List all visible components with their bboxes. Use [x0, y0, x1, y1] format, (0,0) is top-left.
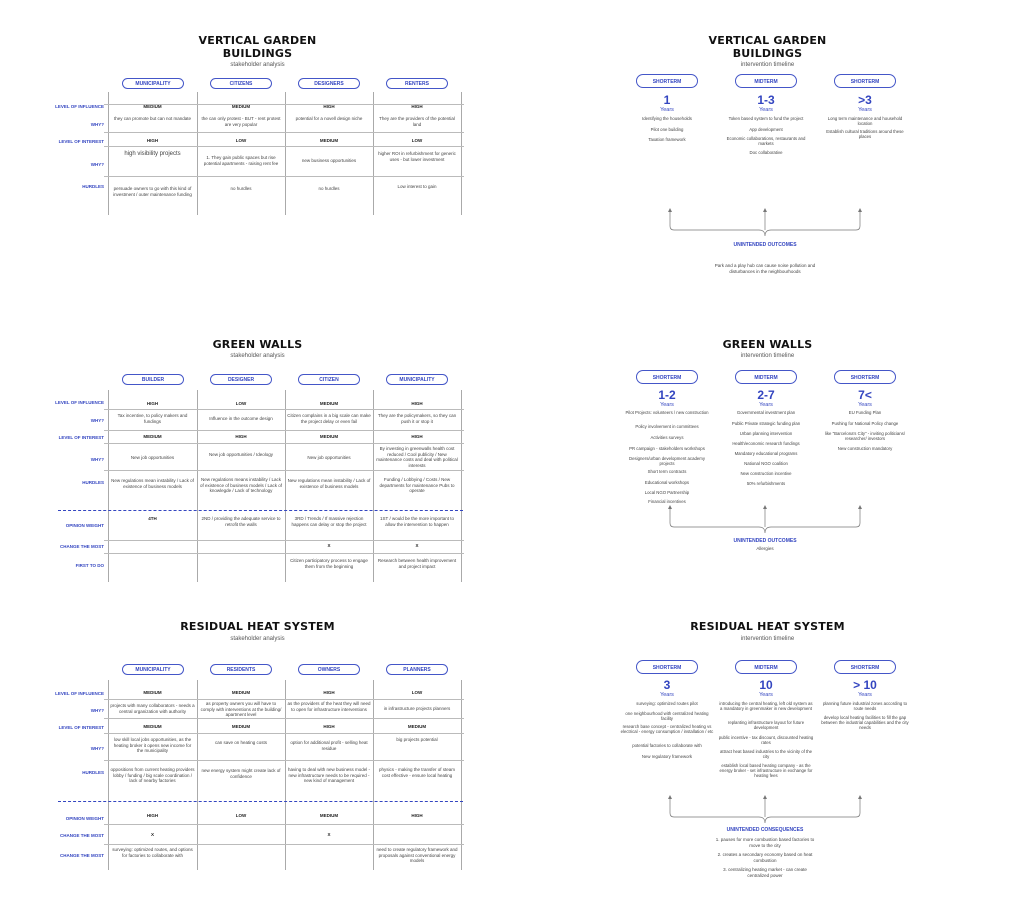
gw-tl-item: EU Funding Plan: [848, 410, 882, 415]
vgb-outcome-title: UNINTENDED OUTCOMES: [733, 242, 797, 248]
rhs-tl-item: research base concept - centralized heating vs electrical - energy consumption / installation / etc: [620, 724, 714, 735]
rhs-outcome-title: UNINTENDED CONSEQUENCES: [726, 827, 804, 833]
vgb-phase-3: SHORTERM: [834, 74, 896, 88]
gw-cell: New job opportunities: [130, 455, 175, 460]
gw-tl-item: Activities surveys: [650, 435, 684, 440]
gw-stake-title: GREEN WALLS: [212, 338, 303, 351]
gw-tl-item: Local NGO Partnership: [644, 490, 690, 495]
rhs-tl-item: potential factories to collaborate with: [632, 743, 702, 748]
rhs-cell: oppositions from current heating providers lobby / funding / big scale coordination / lack of nearby factories: [110, 767, 195, 783]
vgb-cell: they can promote but can not mandate: [113, 116, 192, 121]
rhs-cell: option for additional profit - selling heat residue: [290, 740, 368, 751]
gw-cell: HIGH: [146, 401, 159, 406]
gw-cell: 1ST / would be the more important to allow the intervention to happen: [380, 516, 454, 527]
gw-cell: MEDIUM: [319, 434, 339, 439]
gw-cell: Tax incentive, to policy makers and fundings: [117, 413, 188, 424]
gw-cell: LOW: [235, 401, 247, 406]
gw-tl-item: Policy involvement in committees: [635, 424, 699, 429]
gw-cell: Citizen complains in a big scale can make the project delay or even fail: [287, 413, 371, 424]
vgb-cell: no hurdles: [230, 186, 252, 191]
gw-row-change-most: CHANGE THE MOST: [59, 544, 104, 549]
rhs-cell: in infrastructure projects planners: [383, 706, 451, 711]
gw-tl-item: Short term contracts: [647, 469, 687, 474]
gw-stake-subtitle: stakeholder analysis: [230, 353, 285, 359]
vgb-cell: HIGH: [323, 104, 335, 109]
rhs-outcome-text-2: 2. creates a secondary economy based on heat combustion: [717, 852, 813, 863]
rhs-cell: need to create regulatory framework and proposals against conventional energy models: [376, 847, 458, 863]
rhs-phase-3: SHORTERM: [834, 660, 896, 674]
gw-phase-1: SHORTERM: [636, 370, 698, 384]
vgb-stake-subtitle: stakeholder analysis: [230, 62, 285, 68]
rhs-cell: LOW: [411, 690, 423, 695]
gw-row-why-2: WHY?: [90, 457, 104, 462]
vgb-tl-item: Pilot one building: [650, 127, 684, 132]
gw-row-hurdles: HURDLES: [82, 480, 104, 485]
gw-phase-3-num: 7<: [858, 388, 872, 402]
vgb-phase-1-years: Years: [660, 107, 674, 113]
rhs-stake-subtitle: stakeholder analysis: [230, 636, 285, 642]
vgb-cell: high visibility projects: [124, 151, 181, 157]
rhs-cell: big projects potential: [396, 737, 438, 742]
vgb-cell: 1. They gain public spaces but rise potential apartments - raising rent fee: [203, 155, 279, 166]
rhs-row-why-1: WHY?: [90, 708, 104, 713]
gw-tl-item: Health/economic research fundings: [732, 441, 800, 446]
rhs-cell: low skill local jobs opportunities, as the heating broker it opens new income for the municipality: [113, 737, 192, 753]
gw-tl-item: New construction mandatory: [837, 446, 893, 451]
rhs-outcome-text-1: 1. pauses for more combustion based factories to move to the city: [715, 837, 815, 848]
gw-cell: Funding / Lobbying / Costs / New departments for maintenance Pubs to operate: [379, 477, 455, 493]
rhs-row-influence: LEVEL OF INFLUENCE: [55, 691, 104, 696]
rhs-cell: HIGH: [411, 813, 423, 818]
vgb-phase-1-num: 1: [663, 93, 671, 107]
rhs-outcome-text-3: 3. centralizing heating market - can create centralized power: [723, 867, 807, 878]
rhs-cell: as the providers of the heat they will need to open for infrastructure interventions: [287, 701, 371, 712]
gw-tl-item: Governmental investment plan: [736, 410, 796, 415]
vgb-phase-2-num: 1-3: [757, 93, 775, 107]
vgb-outcome-text-2: disturbances in the neighbourhoods: [729, 269, 801, 274]
vgb-phase-1: SHORTERM: [636, 74, 698, 88]
rhs-cell: MEDIUM: [231, 724, 251, 729]
vgb-tl-item: Identifying the households: [642, 116, 692, 121]
rhs-tl-item: introducing the central heating, left old system as a mandatory in greenmaker in new development: [719, 701, 813, 712]
gw-tl-subtitle: intervention timeline: [740, 353, 795, 359]
vgb-cell: the can only protest - BUT - rent protest are very popular: [201, 116, 281, 127]
vgb-stake-title: VERTICAL GARDEN BUILDINGS: [198, 34, 317, 60]
gw-phase-2-num: 2-7: [757, 388, 775, 402]
gw-cell: New job opportunities: [307, 455, 351, 460]
rhs-phase-1-years: Years: [660, 692, 674, 698]
vgb-row-why-1: WHY?: [90, 122, 104, 127]
rhs-phase-1-num: 3: [663, 678, 671, 692]
gw-cell: New regulations mean instability / Lack of existence of business models: [287, 478, 371, 489]
vgb-tl-item: Long term maintenance and household location: [827, 116, 903, 127]
gw-row-influence: LEVEL OF INFLUENCE: [55, 400, 104, 405]
rhs-tl-title: RESIDUAL HEAT SYSTEM: [690, 620, 845, 633]
vgb-col-municipality: MUNICIPALITY: [122, 78, 184, 89]
gw-cell: HIGH: [411, 434, 423, 439]
rhs-cell: HIGH: [146, 813, 159, 818]
rhs-row-hurdles: HURDLES: [82, 770, 104, 775]
gw-tl-item: like "Barcelona's City" - inviting politicians/ researcher/ investors: [824, 431, 906, 442]
vgb-tl-subtitle: intervention timeline: [740, 62, 795, 68]
gw-tl-item: Financial incentives: [648, 499, 686, 504]
gw-cell: 3RD / Trends / If massive rejection happens can delay or stop the project: [291, 516, 367, 527]
vgb-cell: MEDIUM: [143, 104, 162, 109]
gw-tl-item: Public Private strategic funding plan: [731, 421, 801, 426]
rhs-cell: LOW: [235, 813, 247, 818]
gw-phase-1-years: Years: [660, 402, 674, 408]
gw-tl-item: 50% refurbishments: [746, 481, 786, 486]
vgb-cell: LOW: [411, 138, 423, 143]
gw-cell: X: [415, 543, 419, 548]
rhs-cell: X: [150, 832, 154, 837]
rhs-tl-subtitle: intervention timeline: [740, 636, 795, 642]
rhs-tl-item: surveying: optimized routes pilot: [636, 701, 698, 706]
gw-row-opinion-weight: OPINION WEIGHT: [65, 523, 104, 528]
rhs-tl-item: establish local based heating company - as the energy broker - set infrastructure in exchange for heating fees: [719, 763, 813, 779]
rhs-outcome-brace: [660, 795, 870, 825]
rhs-cell: MEDIUM: [143, 690, 162, 695]
vgb-phase-3-years: Years: [858, 107, 872, 113]
rhs-phase-3-years: Years: [858, 692, 872, 698]
rhs-phase-2-years: Years: [759, 692, 773, 698]
vgb-col-renters: RENTERS: [386, 78, 448, 89]
rhs-cell: new energy system might create lack of confidence: [201, 768, 281, 779]
gw-cell: X: [327, 543, 331, 548]
vgb-cell: MEDIUM: [231, 104, 251, 109]
rhs-cell: HIGH: [323, 724, 335, 729]
gw-cell: HIGH: [411, 401, 423, 406]
gw-phase-2-years: Years: [759, 402, 773, 408]
vgb-row-influence: LEVEL OF INFLUENCE: [55, 104, 104, 109]
rhs-col-municipality: MUNICIPALITY: [122, 664, 184, 675]
rhs-cell: as property owners you will have to comply with interventions at the building/ apartment level: [200, 701, 282, 717]
rhs-col-planners: PLANNERS: [386, 664, 448, 675]
gw-row-interest: LEVEL OF INTEREST: [58, 435, 104, 440]
rhs-phase-2-num: 10: [759, 678, 773, 692]
gw-cell: 2ND / providing the adequate service to retrofit the walls: [201, 516, 281, 527]
gw-tl-item: National NGO coalition: [744, 461, 788, 466]
gw-outcome-title: UNINTENDED OUTCOMES: [733, 538, 797, 544]
rhs-tl-item: one neighbourhood with centralized heating facility: [625, 711, 709, 722]
gw-tl-item: Urban planning intervention: [739, 431, 793, 436]
rhs-row-interest: LEVEL OF INTEREST: [58, 725, 104, 730]
vgb-cell: potential for a novell design niche: [295, 116, 363, 121]
vgb-outcome-brace: [660, 208, 870, 238]
vgb-row-hurdles: HURDLES: [82, 184, 104, 189]
rhs-phase-2: MIDTERM: [735, 660, 797, 674]
gw-tl-item: Mandatory educational programs: [734, 451, 798, 456]
rhs-tl-item: develop local heating facilities to fill the gap between the industrial capabilities and the city needs: [821, 715, 909, 731]
rhs-row-why-2: WHY?: [90, 746, 104, 751]
rhs-col-residents: RESIDENTS: [210, 664, 272, 675]
rhs-tl-item: public incentive - tax discount, discounted heating rates: [718, 735, 814, 746]
vgb-cell: new business opportunities: [301, 158, 357, 163]
vgb-cell: higher ROI in refurbishment for generic uses - but lower investment: [378, 151, 456, 162]
rhs-phase-1: SHORTERM: [636, 660, 698, 674]
gw-row-why-1: WHY?: [90, 418, 104, 423]
gw-tl-title: GREEN WALLS: [722, 338, 813, 351]
gw-cell: 4TH: [148, 516, 157, 521]
gw-tl-item: Educational workshops: [644, 480, 690, 485]
gw-cell: New regulations mean instability / Lack of existence of business models: [111, 478, 194, 489]
gw-outcome-brace: [660, 505, 870, 535]
vgb-cell: They are the providers of the potential land: [379, 116, 455, 127]
vgb-phase-2: MIDTERM: [735, 74, 797, 88]
vgb-tl-item: Taxation framework: [648, 137, 686, 142]
rhs-cell: projects with many collaborators - needs a central organization with authority: [110, 703, 195, 714]
vgb-col-designers: DESIGNERS: [298, 78, 360, 89]
rhs-tl-item: attract heat based industries to the vicinity of the city: [720, 749, 812, 760]
rhs-tl-item: replanting infrastructure layout for future development: [727, 720, 805, 731]
rhs-cell: X: [327, 832, 331, 837]
rhs-cell: MEDIUM: [143, 724, 162, 729]
vgb-tl-title: VERTICAL GARDEN BUILDINGS: [708, 34, 827, 60]
rhs-cell: HIGH: [323, 690, 335, 695]
rhs-cell: MEDIUM: [319, 813, 339, 818]
gw-cell: Research between health improvement and project impact: [377, 558, 457, 569]
gw-outcome-text: Allergies: [756, 546, 774, 551]
gw-tl-item: Designers/urban development academy projects: [629, 456, 705, 467]
gw-cell: Citizen participatory process to engage them from the beginning: [290, 558, 368, 569]
gw-cell: New regulations means instability / Lack of existence of business models / Lack of knowlegde / Lack of technology: [199, 477, 283, 493]
gw-cell: Influence in the outcome design: [209, 416, 273, 421]
gw-phase-3-years: Years: [858, 402, 872, 408]
gw-tl-item: Pilot Projects: volunteers / new construction: [625, 410, 709, 415]
gw-tl-item: Pushing for National Policy change: [831, 421, 899, 426]
rhs-cell: can save on heating costs: [214, 740, 268, 745]
gw-tl-item: PR campaign - stakeholders workshops: [629, 446, 705, 451]
rhs-cell: physics - making the transfer of steam cost effective - ensure local heating: [378, 767, 456, 778]
gw-cell: HIGH: [235, 434, 247, 439]
gw-tl-item: New construction incentive: [740, 471, 792, 476]
vgb-row-interest: LEVEL OF INTEREST: [58, 139, 104, 144]
vgb-cell: MEDIUM: [319, 138, 339, 143]
rhs-cell: MEDIUM: [231, 690, 251, 695]
vgb-tl-item: Token based system to fund the project: [728, 116, 804, 121]
gw-col-builder: BUILDER: [122, 374, 184, 385]
vgb-cell: LOW: [235, 138, 247, 143]
rhs-col-owners: OWNERS: [298, 664, 360, 675]
gw-cell: By investing in greenwalls health cost reduced / Cool publicity / New maintenance costs and deal with political interests: [376, 446, 458, 468]
rhs-row-opinion-weight: OPINION WEIGHT: [65, 816, 104, 821]
rhs-phase-3-num: > 10: [853, 678, 877, 692]
vgb-cell: HIGH: [411, 104, 423, 109]
gw-col-citizen: CITIZEN: [298, 374, 360, 385]
gw-cell: They are the policymakers, so they can push it or stop it: [377, 413, 457, 424]
vgb-tl-item: Establish cultural traditions around these places: [826, 129, 904, 140]
gw-phase-3: SHORTERM: [834, 370, 896, 384]
vgb-cell: HIGH: [146, 138, 159, 143]
gw-row-first-to-do: FIRST TO DO: [75, 563, 104, 568]
vgb-phase-3-num: >3: [858, 93, 872, 107]
rhs-cell: MEDIUM: [407, 724, 427, 729]
rhs-cell: surveying: optimized routes, and options for factories to collaborate with: [112, 847, 193, 858]
rhs-tl-item: planning future industrial zones according to route needs: [822, 701, 908, 712]
vgb-outcome-text-1: Park and a play hub can cause noise pollution and: [714, 263, 816, 268]
vgb-phase-2-years: Years: [759, 107, 773, 113]
rhs-row-change-most: CHANGE THE MOST: [59, 833, 104, 838]
vgb-col-citizens: CITIZENS: [210, 78, 272, 89]
gw-phase-2: MIDTERM: [735, 370, 797, 384]
gw-col-municipality: MUNICIPALITY: [386, 374, 448, 385]
gw-col-designer: DESIGNER: [210, 374, 272, 385]
gw-cell: MEDIUM: [319, 401, 339, 406]
gw-cell: MEDIUM: [143, 434, 162, 439]
vgb-tl-item: Economic collaborations, restaurants and markets: [726, 136, 806, 147]
vgb-cell: Low interest to gain: [397, 184, 437, 189]
gw-phase-1-num: 1-2: [658, 388, 676, 402]
vgb-cell: persuade owners to go with this kind of investment / outer maintenance funding: [113, 186, 192, 197]
rhs-tl-item: New regulatory framework: [641, 754, 693, 759]
vgb-cell: no hurdles: [318, 186, 340, 191]
vgb-tl-item: App development: [749, 127, 783, 132]
rhs-stake-title: RESIDUAL HEAT SYSTEM: [180, 620, 335, 633]
vgb-row-why-2: WHY?: [90, 162, 104, 167]
gw-cell: New job opportunities / Ideology: [208, 452, 274, 457]
rhs-cell: having to deal with new business model - new infrastructure needs to be required - new kind of management: [287, 767, 371, 783]
vgb-tl-item: Doc collaborative: [749, 150, 783, 155]
rhs-row-change-most-2: CHANGE THE MOST: [59, 853, 104, 858]
